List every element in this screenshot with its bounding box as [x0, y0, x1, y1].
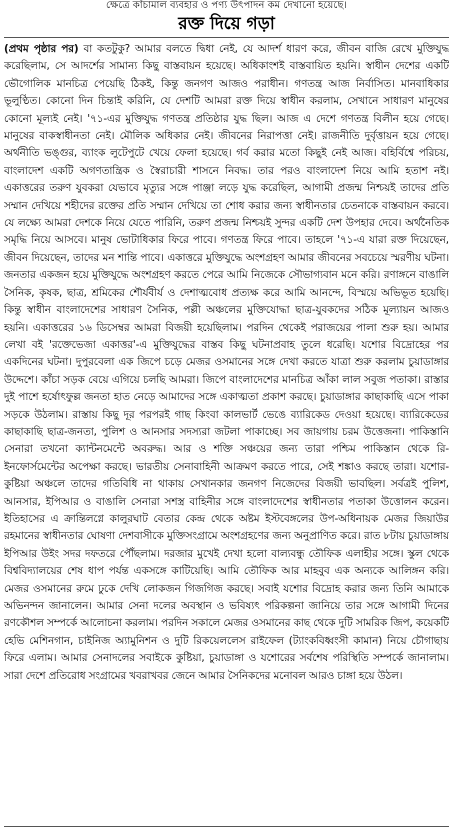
bottom-rule [4, 826, 449, 827]
headline-rule [4, 37, 449, 38]
article-headline: রক্ত দিয়ে গড়া [178, 14, 275, 34]
continued-label: (প্রথম পৃষ্ঠার পর) [4, 43, 79, 55]
article-body [4, 41, 449, 823]
paragraph-text: বা কতটুকু? আমার বলতে দ্বিধা নেই, যে আদর্শ ধারণ করে, জীবন বাজি রেখে মুক্তিযুদ্ধ করেছিলাম, সে আদর্শের সামান্য কিছু বাস্তবায়ন হয়েছে। অধিকাংশই বাস্তবায়িত হয়নি। স্বাধীন দেশের একটি ভৌগোলিক মানচিত্র পেয়েছি ঠিকই, কিন্তু জনগণ আজও পরাধীন। গণতন্ত্র আজ নির্বাসিত। মানবাধিকার ভূলুণ্ঠিত। কোনো দিন চিন্তাই করিনি, যে দেশটি আমরা রক্ত দিয়ে স্বাধীন করলাম, সেখানে সাধারণ মানুষের কোনো মূল্যই নেই। '৭১-এর মুক্তিযুদ্ধ গণতন্ত্র প্রতিষ্ঠার যুদ্ধ ছিল। আজ এ দেশে গণতন্ত্র বিলীন হয়ে গেছে। মানুষের বাকস্বাধীনতা নেই। মৌলিক অধিকার নেই। জীবনের নিরাপত্তা নেই। রাজনীতি দুর্বৃত্তায়ন হয়ে গেছে। অর্থনীতি ভঙ্গুর, ব্যাংক লুটেপুটে খেয়ে ফেলা হয়েছে। গর্ব করার মতো কিছুই নেই আজ। বহির্বিশ্বে পরিচয়, বাংলাদেশ একটি অগণতান্ত্রিক ও স্বৈরাচারী শাসনে নিবদ্ধ। তার পরও বাংলাদেশ নিয়ে আমি হতাশ নই। একাত্তরের তরুণ যুবকরা যেভাবে মৃত্যুর সঙ্গে পাঞ্জা লড়ে যুদ্ধ করেছিল, আগামী প্রজন্ম নিশ্চয়ই তাদের প্রতি সম্মান দেখিয়ে শহীদের রক্তের প্রতি সম্মান দেখিয়ে তা শোধ করার জন্য স্বাধীনতার চেতনাকে বাস্তবায়ন করবে। যে লক্ষ্যে আমরা দেশকে নিয়ে যেতে পারিনি, তরুণ প্রজন্ম নিশ্চয়ই সুন্দর একটি দেশ উপহার দেবে। অর্থনৈতিক সমৃদ্ধি নিয়ে আসবে। মানুষ ভোটাধিকার ফিরে পাবে। গণতন্ত্র ফিরে পাবে। তাহলে '৭১-এ যারা রক্ত দিয়েছেন, জীবন দিয়েছেন, তাদের মন শান্তি পাবে। একাত্তরে মুক্তিযুদ্ধে অংশগ্রহণ আমার জীবনের সবচেয়ে স্মরণীয় ঘটনা। জনতার একজন হয়ে মুক্তিযুদ্ধে অংশগ্রহণ করতে পেরে আমি নিজেকে সৌভাগ্যবান মনে করি। রণাঙ্গনে বাঙালি সৈনিক, কৃষক, ছাত্র, শ্রমিকের শৌর্যবীর্য ও দেশাত্মবোধ প্রত্যক্ষ করে আমি আনন্দে, বিস্ময়ে অভিভূত হয়েছি। কিন্তু স্বাধীন বাংলাদেশের সাধারণ সৈনিক, পল্লী অঞ্চলের মুক্তিযোদ্ধা ছাত্র-যুবকদের সঠিক মূল্যায়ন আজও হয়নি। একাত্তরের ১৬ ডিসেম্বর আমরা বিজয়ী হয়েছিলাম। পরদিন থেকেই পরাজয়ের পালা শুরু হয়। আমার লেখা বই 'রক্তেভেজা একাত্তর'-এ মুক্তিযুদ্ধের বাস্তব কিছু ঘটনাপ্রবাহ তুলে ধরেছি। যশোর বিদ্রোহের পর একদিনের ঘটনা। দুপুরবেলা এক জিপে চড়ে মেজর ওসমানের সঙ্গে দেখা করতে যাত্রা শুরু করলাম চুয়াডাঙ্গার উদ্দেশে। কাঁচা সড়ক বেয়ে এগিয়ে চলছি আমরা। জিপে বাংলাদেশের মানচিত্র আঁকা লাল সবুজ পতাকা। রাস্তার দুই পাশে হর্ষোৎফুল্ল জনতা হাত নেড়ে আমাদের সঙ্গে একাত্মতা প্রকাশ করছে। চুয়াডাঙ্গার কাছাকাছি এসে পাকা সড়কে উঠলাম। রাস্তায় কিছু দূর পরপরই গাছ কিংবা কালভার্ট ভেঙে ব্যারিকেড দেওয়া হয়েছে। ব্যারিকেডের কাছাকাছি ছাত্র-জনতা, পুলিশ ও আনসার সদস্যরা জটলা পাকাচ্ছে। সব জায়গায় চরম উত্তেজনা। পাকিস্তানি সেনারা তখনো ক্যান্টনমেন্টে অবরুদ্ধ। আর ও শক্তি সঞ্চয়ের জন্য তারা পশ্চিম পাকিস্তান থেকে রি-ইনফোর্সমেন্টের অপেক্ষা করছে। ভারতীয় সেনাবাহিনী আক্রমণ করতে পারে, সেই শঙ্কাও করছে তারা। যশোর-কুষ্টিয়া অঞ্চলে তাদের গতিবিধি না থাকায় সেখানকার জনগণ নিজেদের বিজয়ী ভাবছিল। সর্বত্রই পুলিশ, আনসার, ইপিআর ও বাঙালি সেনারা সশস্ত্র বাহিনীর সঙ্গে বাংলাদেশের স্বাধীনতার পতাকা উত্তোলন করেন। ইতিহাসের এ ক্রান্তিলগ্নে কালুরঘাট বেতার কেন্দ্র থেকে অষ্টম ইস্টবেঙ্গলের উপ-অধিনায়ক মেজর জিয়াউর রহমানের স্বাধীনতার ঘোষণা দেশবাসীকে মুক্তিসংগ্রামে অংশগ্রহণের জন্য অনুপ্রাণিত করে। রাত ৮টায় চুয়াডাঙ্গায় ইপিআর উইং সদর দফতরে পৌঁছলাম। দরজার মুখেই দেখা হলো বাল্যবন্ধু তৌফিক এলাহীর সঙ্গে। স্কুল থেকে বিশ্ববিদ্যালয়ের শেষ ধাপ পর্যন্ত একসঙ্গে কাটিয়েছি। আমি তৌফিক আর মাহবুব এক অন্যকে আলিঙ্গন করি। মেজর ওসমানের রুমে ঢুকে দেখি লোকজন গিজগিজ করছে। সবাই যশোর বিদ্রোহ করার জন্য তিনি আমাকে অভিনন্দন জানালেন। আমার সেনা দলের অবস্থান ও ভবিষ্যৎ পরিকল্পনা জানিয়ে তার সঙ্গে আগামী দিনের রণকৌশল সম্পর্কে আলোচনা করলাম। পরদিন সকালে মেজর ওসমানের কাছ থেকে দুটি সামরিক জিপ, কয়েকটি হেভি মেশিনগান, চাইনিজ অ্যামুনিশন ও দুটি রিকয়েললেস রাইফেল (ট্যাংকবিধ্বংসী কামান) নিয়ে চৌগাছায় ফিরে এলাম। আমার সেনাদলের সবাইকে কুষ্টিয়া, চুয়াডাঙ্গা ও যশোরের সর্বশেষ পরিস্থিতি সম্পর্কে জানালাম। সারা দেশে প্রতিরোধ সংগ্রামের খবরাখবর জেনে আমার সৈনিকদের মনোবল আরও চাঙ্গা হয়ে উঠল। [4, 43, 449, 682]
article-paragraph [4, 41, 449, 685]
previous-article-last-line: ক্ষেত্রে কাঁচামাল ব্যবহার ও পণ্য উৎপাদন কম দেখানো হয়েছে। [106, 0, 347, 11]
